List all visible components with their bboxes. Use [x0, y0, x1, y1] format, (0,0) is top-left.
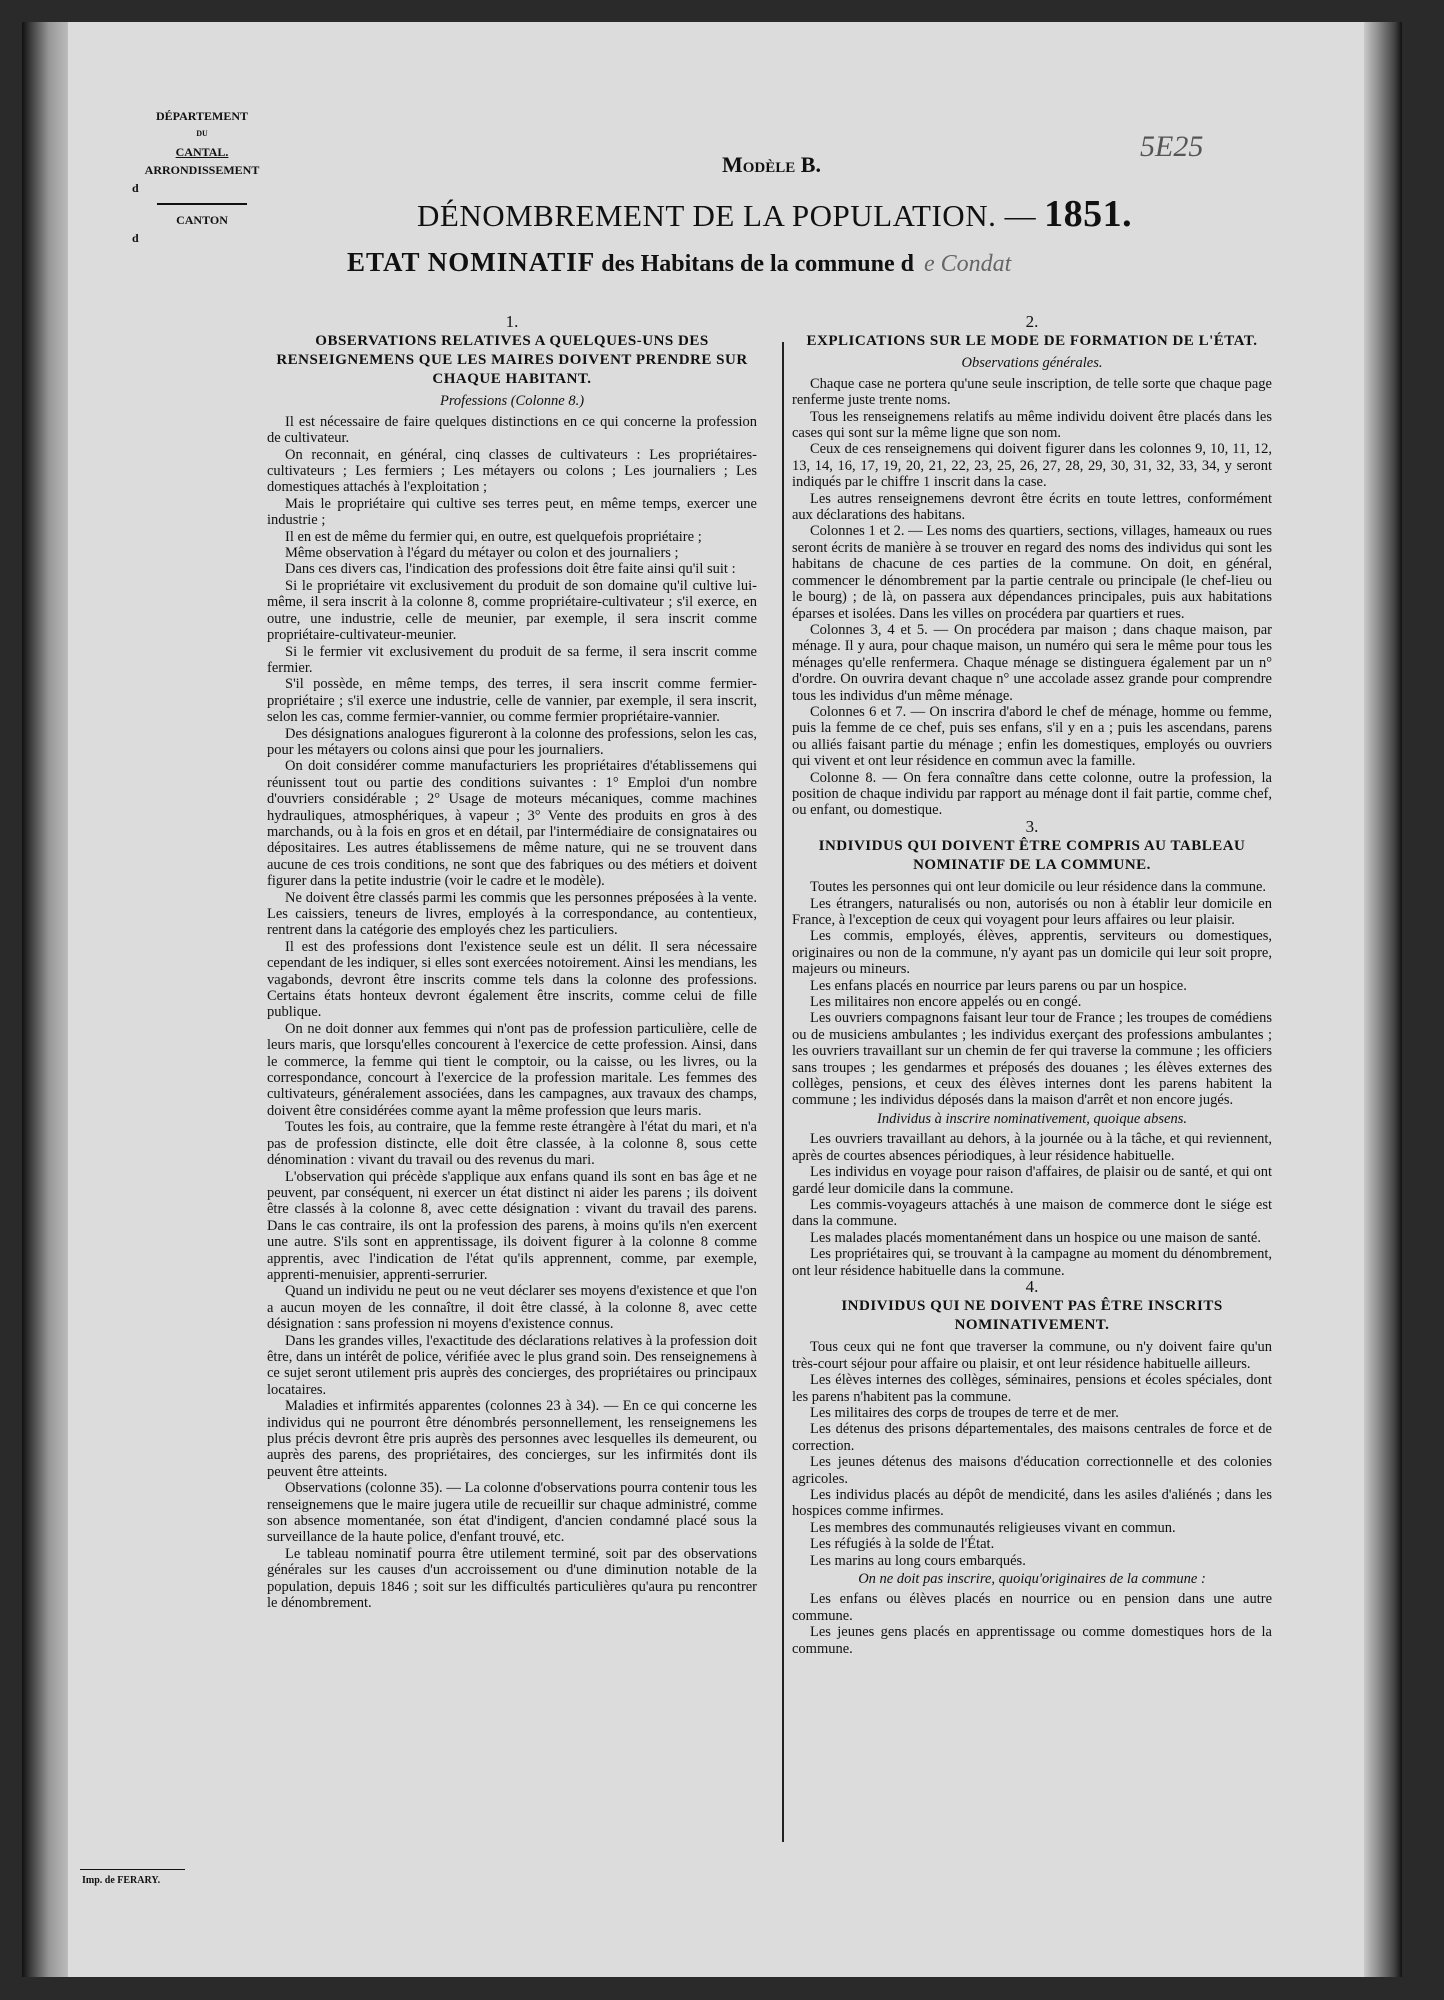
page-subtitle [347, 247, 1011, 278]
paragraph: Mais le propriétaire qui cultive ses terres peut, en même temps, exercer une industrie ; [267, 495, 757, 529]
section-number: 2. [1025, 312, 1039, 331]
paragraph: Il est nécessaire de faire quelques distinctions en ce qui concerne la profession de cultivateur. [267, 413, 757, 447]
section-title: OBSERVATIONS RELATIVES A QUELQUES-UNS DES RENSEIGNEMENS QUE LES MAIRES DOIVENT PRENDRE SUR CHAQUE HABITANT. [276, 333, 748, 388]
paragraph: Si le propriétaire vit exclusivement du produit de son domaine qu'il cultive lui-même, il sera inscrit à la colonne 8, comme propriétaire-cultivateur ; s'il exerce, en outre, une industrie, celle de meunier, par exemple, il sera inscrit comme propriétaire-cultivateur-meunier. [267, 577, 757, 644]
paragraph: Maladies et infirmités apparentes (colonnes 23 à 34). — En ce qui concerne les individus qui ne pourront être dénombrés personnellement, les renseignemens les plus précis devront être pris auprès des personnes avec lesquelles ils demeurent, ou auprès des parens, des propriétaires, des concierges, sur les infirmités dont ils peuvent être atteints. [267, 1398, 757, 1480]
paragraph: On reconnait, en général, cinq classes de cultivateurs : Les propriétaires-cultivateurs ; Les fermiers ; Les métayers ou colons ; Les journaliers ; Les domestiques attachés à l'exploitation ; [267, 446, 757, 496]
section-subtitle: Observations générales. [961, 355, 1103, 372]
title-text: DÉNOMBREMENT DE LA POPULATION. — [417, 198, 1037, 233]
arrondissement-value: d [132, 181, 139, 195]
paragraph: Tous les renseignemens relatifs au même individu doivent être placés dans les cases qui sont sur la même ligne que son nom. [792, 408, 1272, 442]
du-label: DU [196, 129, 208, 138]
paragraph: Colonnes 1 et 2. — Les noms des quartiers, sections, villages, hameaux ou rues seront écrits de manière à se trouver en regard des noms des individus qui sont les habitans de chacune de ces parties de la commune. On doit, en général, commencer le dénombrement par la partie centrale ou principale (le chef-lieu ou le bourg) ; de là, on passera aux dépendances principales, puis aux habitations éparses et isolées. Dans les villes on procédera par quartiers et rues. [792, 523, 1272, 622]
subtitle-text: des Habitans de la commune d [601, 251, 914, 277]
paragraph: Les détenus des prisons départementales, des maisons centrales de force et de correction. [792, 1421, 1272, 1454]
section-title: EXPLICATIONS SUR LE MODE DE FORMATION DE L'ÉTAT. [806, 333, 1258, 350]
arrondissement-label: ARRONDISSEMENT [144, 163, 260, 177]
page-title [417, 192, 1132, 236]
paragraph: Colonnes 3, 4 et 5. — On procédera par maison ; dans chaque maison, par ménage. Il y aura, pour chaque maison, un numéro qui sera le même pour tous les ménages qu'elle renfermera. Chaque ménage se distinguera également par un n° d'ordre. On ouvrira devant chaque n° une accolade assez grande pour comprendre tous les individus d'un même ménage. [792, 621, 1272, 704]
cantal-label: CANTAL. [175, 145, 229, 159]
paragraph: Les étrangers, naturalisés ou non, autorisés ou non à établir leur domicile en France, à l'exception de ceux qui voyagent pour leurs affaires ou leur plaisir. [792, 895, 1272, 928]
paragraph: Les militaires des corps de troupes de terre et de mer. [810, 1404, 1119, 1421]
paragraph: Les élèves internes des collèges, séminaires, pensions et écoles spéciales, dont les parens n'habitent pas la commune. [792, 1372, 1272, 1405]
book-binding [22, 22, 68, 1977]
paragraph: Les militaires non encore appelés ou en congé. [810, 994, 1082, 1011]
paragraph: Les ouvriers travaillant au dehors, à la journée ou à la tâche, et qui reviennent, après de courtes absences périodiques, à leur résidence habituelle. [792, 1131, 1272, 1164]
paragraph: Les individus en voyage pour raison d'affaires, de plaisir ou de santé, et qui ont gardé leur domicile dans la commune. [792, 1164, 1272, 1197]
paragraph: Les jeunes gens placés en apprentissage ou comme domestiques hors de la commune. [792, 1624, 1272, 1657]
paragraph: S'il possède, en même temps, des terres, il sera inscrit comme fermier-propriétaire ; s'il exerce une industrie, celle de vannier, par exemple, il sera inscrit, selon les cas, comme fermier-vannier, ou comme fermier propriétaire-vannier. [267, 676, 757, 726]
paragraph: Il est des professions dont l'existence seule est un délit. Il sera nécessaire cependant de les indiquer, si elles sont exercées notoirement. Ainsi les mendians, les vagabonds, devront être inscrits comme tels dans la colonne des professions. Certains états honteux devront également être inscrits, comme celui de fille publique. [267, 938, 757, 1021]
paragraph: Des désignations analogues figureront à la colonne des professions, selon les cas, pour les métayers ou colons ainsi que pour les journaliers. [267, 725, 757, 758]
imprint-rule [80, 1869, 185, 1870]
commune-handwritten: e Condat [923, 251, 1012, 277]
paragraph: Les membres des communautés religieuses vivant en commun. [810, 1519, 1176, 1536]
paragraph: Si le fermier vit exclusivement du produit de sa ferme, il sera inscrit comme fermier. [267, 643, 757, 676]
section-4-title: INDIVIDUS QUI NE DOIVENT PAS ÊTRE INSCRITS NOMINATIVEMENT. [841, 1298, 1223, 1334]
paragraph: Colonne 8. — On fera connaître dans cette colonne, outre la profession, la position de chaque individu par rapport au ménage dont il fait partie, comme chef, ou enfant, ou domestique. [792, 769, 1272, 819]
paragraph: Colonnes 6 et 7. — On inscrira d'abord le chef de ménage, homme ou femme, puis la femme de ce chef, puis ses enfans, s'il y en a ; puis les ascendans, parens ou alliés faisant partie du ménage ; enfin les domestiques, employés ou ouvriers qui vivent et ont leur résidence en commun avec la famille. [792, 703, 1272, 770]
paragraph: Les commis-voyageurs attachés à une maison de commerce dont le siége est dans la commune. [792, 1196, 1272, 1230]
section-4-number: 4. [1025, 1276, 1039, 1296]
paragraph: Chaque case ne portera qu'une seule inscription, de telle sorte que chaque page renferme juste trente noms. [792, 375, 1272, 409]
section-3-number: 3. [1025, 816, 1039, 836]
printer-imprint: Imp. de FERARY. [82, 1875, 161, 1886]
section-number: 1. [505, 312, 519, 331]
paragraph: Ceux de ces renseignemens qui doivent figurer dans les colonnes 9, 10, 11, 12, 13, 14, 16, 17, 19, 20, 21, 22, 23, 25, 26, 27, 28, 29, 30, 31, 32, 33, 34, y seront indiqués par le chiffre 1 inscrit dans la case. [792, 441, 1272, 491]
paragraph: Les jeunes détenus des maisons d'éducation correctionnelle et des colonies agricoles. [792, 1454, 1272, 1487]
paragraph: On ne doit donner aux femmes qui n'ont pas de profession particulière, celle de leurs maris, que lorsqu'elles concourent à l'exercice de cette profession. Ainsi, dans le commerce, la femme qui tient le comptoir, ou la caisse, ou les livres, ou la correspondance, concourt à l'exercice de la profession maritale. Les femmes des cultivateurs, généralement associées, dans les campagnes, aux travaux des champs, doivent être considérées comme ayant la même profession que leurs maris. [267, 1020, 757, 1119]
page-edge [1364, 22, 1402, 1977]
model-label: Modèle B. [722, 152, 821, 177]
paragraph: Les marins au long cours embarqués. [810, 1552, 1026, 1569]
paragraph: Même observation à l'égard du métayer ou colon et des journaliers ; [285, 545, 679, 562]
paragraph: Quand un individu ne peut ou ne veut déclarer ses moyens d'existence et que l'on a aucun moyen de les connaître, il doit être classé, à la colonne 8, avec cette désignation : sans profession ni moyens d'existence connus. [267, 1283, 757, 1333]
paragraph: Les enfans placés en nourrice par leurs parens ou par un hospice. [810, 977, 1187, 994]
handwritten-reference: 5E25 [1140, 130, 1204, 163]
paragraph: Tous ceux qui ne font que traverser la commune, ou n'y doivent faire qu'un très-court séjour pour affaire ou plaisir, et ont leur résidence habituelle ailleurs. [792, 1339, 1272, 1372]
departement-label: DÉPARTEMENT [155, 109, 249, 123]
section-subtitle: Professions (Colonne 8.) [439, 393, 585, 410]
paragraph: On doit considérer comme manufacturiers les propriétaires d'établissemens qui réunissent tout ou partie des conditions suivantes : 1° Emploi d'un nombre d'ouvriers considérable ; 2° Usage de moteurs mécaniques, comme machines hydrauliques, atmosphériques, à vapeur ; 3° Vente des produits en gros à des marchands, ou à la fois en gros et en détail, par l'intermédiaire de consignataires ou dépositaires. Les autres établissemens de même nature, qui ne se trouvent dans aucune de ces trois conditions, ne sont que des fabriques ou des métiers et doivent figurer dans la petite industrie (voir le cadre et le modèle). [267, 758, 757, 890]
paragraph: L'observation qui précède s'applique aux enfans quand ils sont en bas âge et ne peuvent, par conséquent, ni exercer un état distinct ni aider les parens ; ils doivent être classés à la colonne 8, avec cette désignation : vivant du travail des parens. Dans le cas contraire, ils ont la profession des parens, à moins qu'ils n'en exercent une autre. S'ils sont en apprentissage, ils doivent figurer à la colonne 8 comme apprentis, avec l'indication de l'état qu'ils apprennent, comme, par exemple, apprenti-menuisier, apprenti-serrurier. [267, 1168, 757, 1283]
section-3-subtitle: Individus à inscrire nominativement, quoique absens. [877, 1110, 1187, 1127]
paragraph: Les individus placés au dépôt de mendicité, dans les asiles d'aliénés ; dans les hospices comme infirmes. [792, 1487, 1272, 1520]
document-page [22, 22, 1402, 1977]
header-divider [157, 203, 247, 205]
canton-value: d [132, 231, 139, 245]
paragraph: Le tableau nominatif pourra être utilement terminé, soit par des observations générales sur les causes d'un accroissement ou d'une diminution notable de la population, depuis 1846 ; soit sur les difficultés particulières qu'aura pu rencontrer le dénombrement. [267, 1545, 757, 1612]
paragraph: Les malades placés momentanément dans un hospice ou une maison de santé. [810, 1229, 1261, 1246]
paragraph: Observations (colonne 35). — La colonne d'observations pourra contenir tous les renseignemens que le maire jugera utile de recueillir sur chaque administré, comme son absence momentanée, son état d'indigent, d'ancien condamné placé sous la surveillance de la haute police, d'enfant trouvé, etc. [267, 1480, 757, 1546]
paragraph: Les enfans ou élèves placés en nourrice ou en pension dans une autre commune. [792, 1591, 1272, 1624]
column-divider [782, 342, 784, 1842]
paragraph: Les commis, employés, élèves, apprentis, serviteurs ou domestiques, originaires ou non de la commune, n'y ayant pas un domicile qui leur soit propre, majeurs ou mineurs. [792, 928, 1272, 978]
paragraph: Les réfugiés à la solde de l'État. [810, 1536, 995, 1553]
paragraph: Les propriétaires qui, se trouvant à la campagne au moment du dénombrement, ont leur résidence habituelle dans la commune. [792, 1246, 1272, 1279]
paragraph: Toutes les fois, au contraire, que la femme reste étrangère à l'état du mari, et n'a pas de profession distincte, elle doit être classée, à la colonne 8, sous cette dénomination : vivant du travail ou des revenus du mari. [267, 1119, 757, 1169]
paragraph: Toutes les personnes qui ont leur domicile ou leur résidence dans la commune. [810, 879, 1267, 896]
administrative-header [122, 107, 282, 247]
paragraph: Les ouvriers compagnons faisant leur tour de France ; les troupes de comédiens ou de musiciens ambulantes ; les individus exerçant des professions ambulantes ; les ouvriers travaillant sur un chemin de fer qui traverse la commune ; les officiers sans troupes ; les gendarmes et préposés des douanes ; les élèves externes des collèges, pensions, et ceux des élèves internes dont les parens habitent la commune ; les individus déposés dans la maison d'arrêt et non encore jugés. [792, 1010, 1272, 1109]
subtitle-heading: ETAT NOMINATIF [347, 247, 596, 277]
paragraph: Dans les grandes villes, l'exactitude des déclarations relatives à la profession doit être, dans un intérêt de police, vérifiée avec le plus grand soin. Des renseignemens à ce sujet seront utilement pris auprès des concierges, des propriétaires ou principaux locataires. [267, 1332, 757, 1398]
section-1-observations [267, 314, 757, 1611]
section-3-title: INDIVIDUS QUI DOIVENT ÊTRE COMPRIS AU TABLEAU NOMINATIF DE LA COMMUNE. [818, 838, 1246, 874]
paragraph: Dans ces divers cas, l'indication des professions doit être faite ainsi qu'il suit : [285, 561, 736, 578]
paragraph: Ne doivent être classés parmi les commis que les personnes préposées à la vente. Les caissiers, teneurs de livres, employés à la correspondance, au contentieux, rentrent dans la catégorie des employés chez les particuliers. [267, 889, 757, 939]
paragraph: Les autres renseignemens devront être écrits en toute lettres, conformément aux déclarations des habitans. [792, 490, 1272, 524]
paragraph: Il en est de même du fermier qui, en outre, est quelquefois propriétaire ; [285, 528, 702, 545]
section-4-subtitle: On ne doit pas inscrire, quoiqu'originaires de la commune : [858, 1571, 1206, 1588]
section-2-explications [792, 314, 1272, 1657]
canton-label: CANTON [176, 213, 228, 227]
title-year: 1851. [1044, 193, 1133, 235]
